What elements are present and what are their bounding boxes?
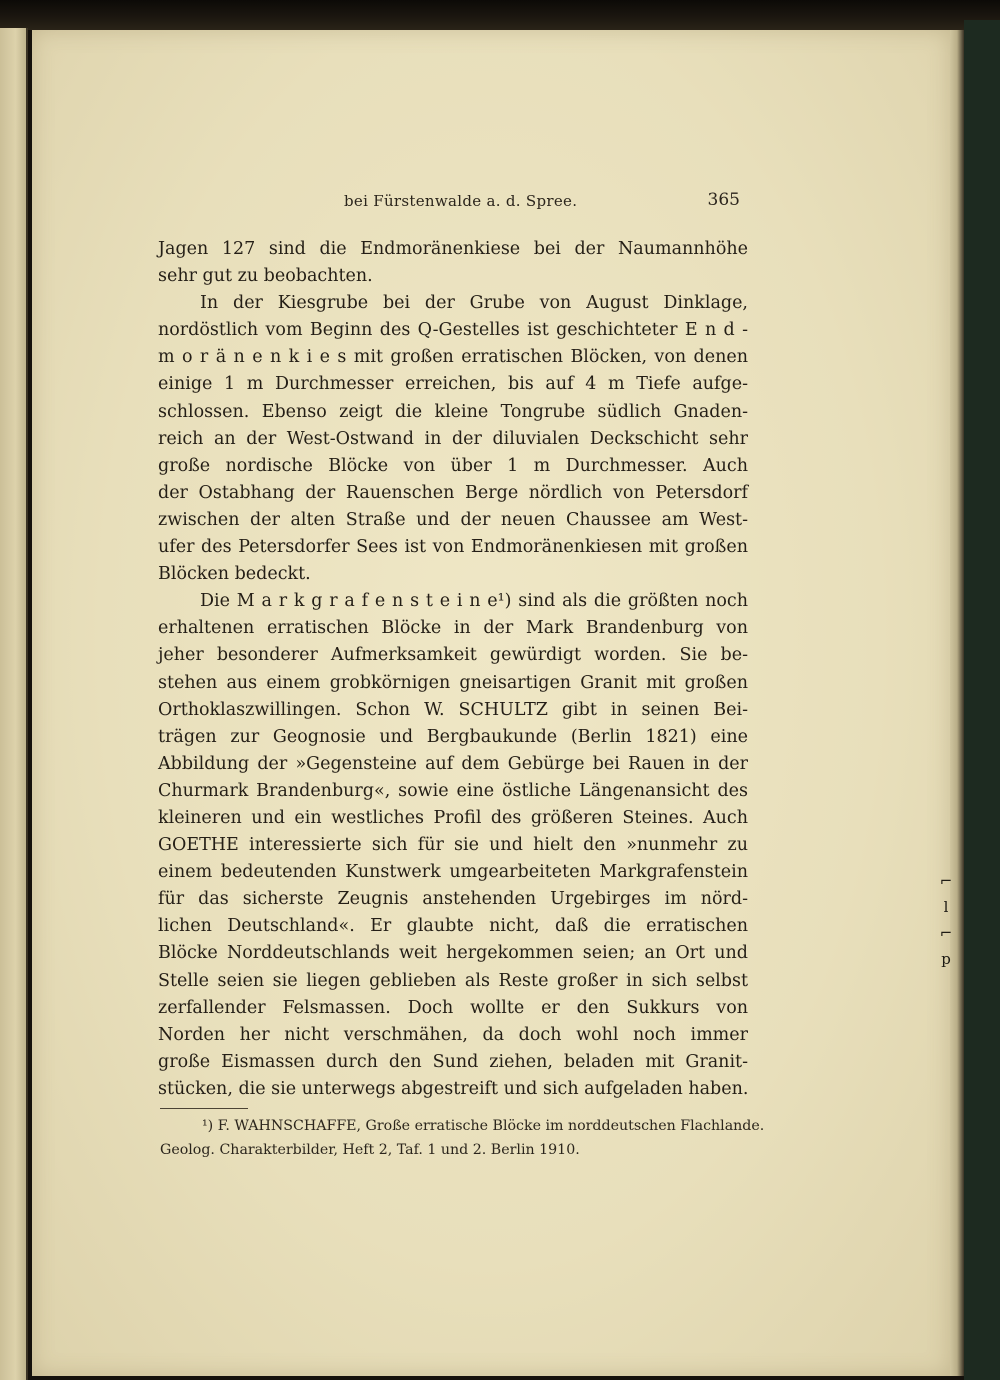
- facing-page-edge: [0, 28, 28, 1380]
- text-line: erhaltenen erratischen Blöcke in der Mark Brandenburg von: [158, 618, 748, 639]
- text-line: kleineren und ein westliches Profil des größeren Steines. Auch: [158, 807, 748, 828]
- text-line: Jagen 127 sind die Endmoränenkiese bei der Naumannhöhe: [158, 239, 748, 259]
- margin-mark: l: [943, 898, 949, 916]
- page-fore-edge: [950, 30, 964, 1376]
- text-line: stücken, die sie unterwegs abgestreift und sich aufgeladen haben.: [158, 1078, 749, 1099]
- running-title: bei Fürstenwalde a. d. Spree.: [344, 192, 578, 210]
- footnote-divider: [160, 1108, 248, 1109]
- footnote-line: ¹) F. WAHNSCHAFFE, Große erratische Blöcke im norddeutschen Flachlande.: [202, 1118, 765, 1134]
- page-header: [158, 190, 740, 216]
- body-text: [158, 236, 748, 1103]
- footnote: [160, 1114, 765, 1162]
- text-line: Blöcken bedeckt.: [158, 564, 311, 585]
- text-line: GOETHE interessierte sich für sie und hielt den »nunmehr zu: [158, 835, 748, 856]
- margin-mark: p: [941, 950, 951, 968]
- text-line: m o r ä n e n k i e s mit großen erratischen Blöcken, von denen: [158, 347, 748, 368]
- text-line: zerfallender Felsmassen. Doch wollte er den Sukkurs von: [158, 997, 748, 1018]
- text-line: sehr gut zu beobachten.: [158, 266, 373, 287]
- margin-mark: ⌐: [939, 924, 953, 942]
- text-line: lichen Deutschland«. Er glaubte nicht, daß die erratischen: [158, 916, 748, 937]
- text-line: Churmark Brandenburg«, sowie eine östliche Längenansicht des: [158, 780, 748, 801]
- text-line: nordöstlich vom Beginn des Q-Gestelles ist geschichteter E n d -: [158, 320, 748, 341]
- text-line: der Ostabhang der Rauenschen Berge nördlich von Petersdorf: [158, 482, 748, 503]
- book-cover-edge: [964, 20, 1000, 1380]
- text-line: jeher besonderer Aufmerksamkeit gewürdigt worden. Sie be-: [158, 645, 748, 666]
- text-line: Abbildung der »Gegensteine auf dem Gebürge bei Rauen in der: [158, 753, 748, 774]
- text-line: große nordische Blöcke von über 1 m Durchmesser. Auch: [158, 455, 748, 476]
- text-line: Norden her nicht verschmähen, da doch wohl noch immer: [158, 1024, 748, 1045]
- page-number: 365: [707, 190, 740, 210]
- text-line: Stelle seien sie liegen geblieben als Reste großer in sich selbst: [158, 970, 748, 991]
- margin-mark: ⌐: [939, 872, 953, 890]
- text-line: reich an der West-Ostwand in der diluvialen Deckschicht sehr: [158, 428, 748, 449]
- text-line: für das sicherste Zeugnis anstehenden Urgebirges im nörd-: [158, 889, 748, 910]
- margin-annotations: [938, 868, 954, 968]
- text-line: Blöcke Norddeutschlands weit hergekommen seien; an Ort und: [158, 943, 748, 964]
- text-line: große Eismassen durch den Sund ziehen, beladen mit Granit-: [158, 1051, 748, 1072]
- text-line: einem bedeutenden Kunstwerk umgearbeiteten Markgrafenstein: [158, 862, 748, 883]
- text-line: einige 1 m Durchmesser erreichen, bis auf 4 m Tiefe aufge-: [158, 374, 748, 395]
- text-line: schlossen. Ebenso zeigt die kleine Tongrube südlich Gnaden-: [158, 401, 748, 422]
- text-line: trägen zur Geognosie und Bergbaukunde (Berlin 1821) eine: [158, 726, 748, 747]
- text-line: stehen aus einem grobkörnigen gneisartigen Granit mit großen: [158, 672, 748, 693]
- text-line: zwischen der alten Straße und der neuen Chaussee am West-: [158, 509, 748, 530]
- text-line: Orthoklaszwillingen. Schon W. SCHULTZ gibt in seinen Bei-: [158, 699, 748, 720]
- footnote-line: Geolog. Charakterbilder, Heft 2, Taf. 1 und 2. Berlin 1910.: [160, 1142, 580, 1158]
- text-line: ufer des Petersdorfer Sees ist von Endmoränenkiesen mit großen: [158, 537, 748, 558]
- text-line: Die M a r k g r a f e n s t e i n e¹) sind als die größten noch: [200, 591, 748, 612]
- text-line: In der Kiesgrube bei der Grube von August Dinklage,: [200, 293, 748, 314]
- scan-top-edge: [0, 0, 1000, 30]
